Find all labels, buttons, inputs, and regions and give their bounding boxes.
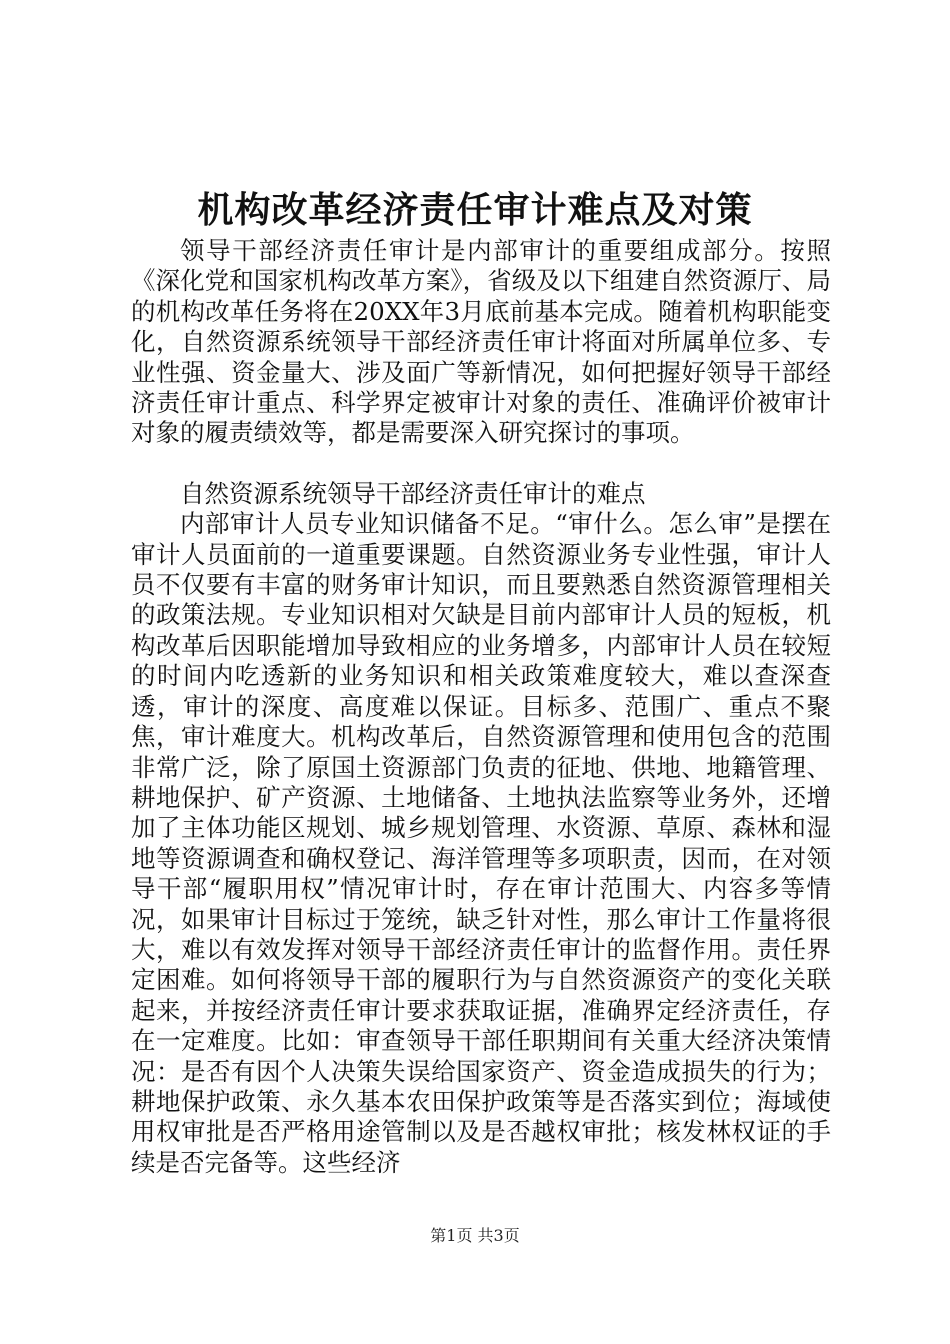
section-heading: 自然资源系统领导干部经济责任审计的难点 [180, 478, 646, 508]
document-title: 机构改革经济责任审计难点及对策 [197, 189, 753, 231]
page-number-footer: 第1页 共3页 [430, 1226, 520, 1245]
intro-paragraph: 领导干部经济责任审计是内部审计的重要组成部分。按照《深化党和国家机构改革方案》，省级及以下组建自然资源厅、局的机构改革任务将在20XX年3月底前基本完成。随着机构职能变化，自然资源系统领导干部经济责任审计将面对所属单位多、专业性强、资金量大、涉及面广等新情况，如何把握好领导干部经济责任审计重点、科学界定被审计对象的责任、准确评价被审计对象的履责绩效等，都是需要深入研究探讨的事项。 [131, 236, 831, 448]
document-body [131, 236, 831, 1178]
body-paragraph: 内部审计人员专业知识储备不足。“审什么。怎么审”是摆在审计人员面前的一道重要课题。自然资源业务专业性强，审计人员不仅要有丰富的财务审计知识，而且要熟悉自然资源管理相关的政策法规。专业知识相对欠缺是目前内部审计人员的短板，机构改革后因职能增加导致相应的业务增多，内部审计人员在较短的时间内吃透新的业务知识和相关政策难度较大，难以查深查透，审计的深度、高度难以保证。目标多、范围广、重点不聚焦，审计难度大。机构改革后，自然资源管理和使用包含的范围非常广泛，除了原国土资源部门负责的征地、供地、地籍管理、耕地保护、矿产资源、土地储备、土地执法监察等业务外，还增加了主体功能区规划、城乡规划管理、水资源、草原、森林和湿地等资源调查和确权登记、海洋管理等多项职责，因而，在对领导干部“履职用权”情况审计时，存在审计范围大、内容多等情况，如果审计目标过于笼统，缺乏针对性，那么审计工作量将很大，难以有效发挥对领导干部经济责任审计的监督作用。责任界定困难。如何将领导干部的履职行为与自然资源资产的变化关联起来，并按经济责任审计要求获取证据，准确界定经济责任，存在一定难度。比如：审查领导干部任职期间有关重大经济决策情况：是否有因个人决策失误给国家资产、资金造成损失的行为；耕地保护政策、永久基本农田保护政策等是否落实到位；海域使用权审批是否严格用途管制以及是否越权审批；核发林权证的手续是否完备等。这些经济 [131, 509, 831, 1177]
